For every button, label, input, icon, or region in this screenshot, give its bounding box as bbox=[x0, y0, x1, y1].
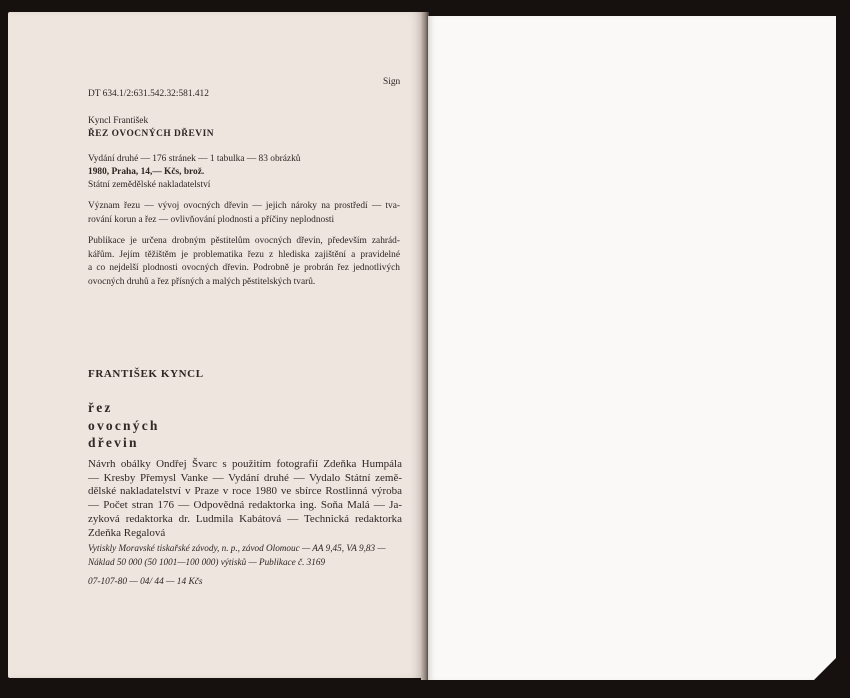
printer-line: Vytiskly Moravské tiskařské závody, n. p., závod Olomouc — AA 9,45, VA 9,83 — bbox=[88, 543, 386, 553]
credits-line: zyková redaktorka dr. Ludmila Kabátová — Technická redaktorka bbox=[88, 512, 402, 525]
main-title-line: ovocných bbox=[88, 417, 160, 433]
author-name: Kyncl František bbox=[88, 116, 149, 126]
edition-info: Vydání druhé — 176 stránek — 1 tabulka — 83 obrázků bbox=[88, 154, 301, 164]
catalog-code: 07-107-80 — 04/ 44 — 14 Kčs bbox=[88, 577, 203, 587]
credits-line: Návrh obálky Ondřej Švarc s použitím fotografií Zdeňka Humpála bbox=[88, 458, 402, 470]
credits-line: — Kresby Přemysl Vanke — Vydání druhé — Vydalo Státní země- bbox=[88, 471, 402, 484]
credits-block bbox=[88, 458, 402, 540]
annotation-line: ovocných druhů a řez přísných a malých pěstitelských tvarů. bbox=[88, 276, 316, 287]
credits-line: Zdeňka Regalová bbox=[88, 526, 166, 539]
keywords-block bbox=[88, 200, 400, 227]
printer-line: Náklad 50 000 (50 1001—100 000) výtisků — Publikace č. 3169 bbox=[88, 556, 326, 567]
printer-block bbox=[88, 542, 402, 569]
page-corner-fold bbox=[814, 658, 836, 680]
main-title-line: řez bbox=[88, 400, 113, 415]
annotation-line: kářům. Jejím těžištěm je problematika řezu z hlediska zajištění a pravidelné bbox=[88, 249, 400, 260]
left-page bbox=[8, 12, 422, 678]
dt-classification: DT 634.1/2:631.542.32:581.412 bbox=[88, 89, 209, 99]
keywords-line: Význam řezu — vývoj ovocných dřevin — jejich nároky na prostředí — tva- bbox=[88, 201, 400, 211]
right-page-blank bbox=[428, 16, 836, 680]
sign-label: Sign bbox=[383, 77, 401, 87]
publisher-name: Státní zemědělské nakladatelství bbox=[88, 180, 211, 190]
author-caps: FRANTIŠEK KYNCL bbox=[88, 368, 204, 380]
main-title-line: dřevin bbox=[88, 435, 139, 450]
annotation-line: Publikace je určena drobným pěstitelům ovocných dřevin, především zahrád- bbox=[88, 236, 400, 246]
publication-year-price: 1980, Praha, 14,— Kčs, brož. bbox=[88, 167, 205, 177]
annotation-block bbox=[88, 235, 400, 289]
credits-line: — Počet stran 176 — Odpovědná redaktorka ing. Soňa Malá — Ja- bbox=[88, 499, 402, 512]
annotation-line: a co nejdelší plodnosti ovocných dřevin. Podrobně je probrán řez jednotlivých bbox=[88, 263, 400, 274]
credits-line: dělské nakladatelství v Praze v roce 1980 ve sbírce Rostlinná výroba bbox=[88, 485, 402, 498]
book-title: ŘEZ OVOCNÝCH DŘEVIN bbox=[88, 129, 214, 139]
main-title bbox=[88, 399, 160, 452]
keywords-line: rování korun a řez — ovlivňování plodnosti a příčiny neplodnosti bbox=[88, 214, 335, 225]
